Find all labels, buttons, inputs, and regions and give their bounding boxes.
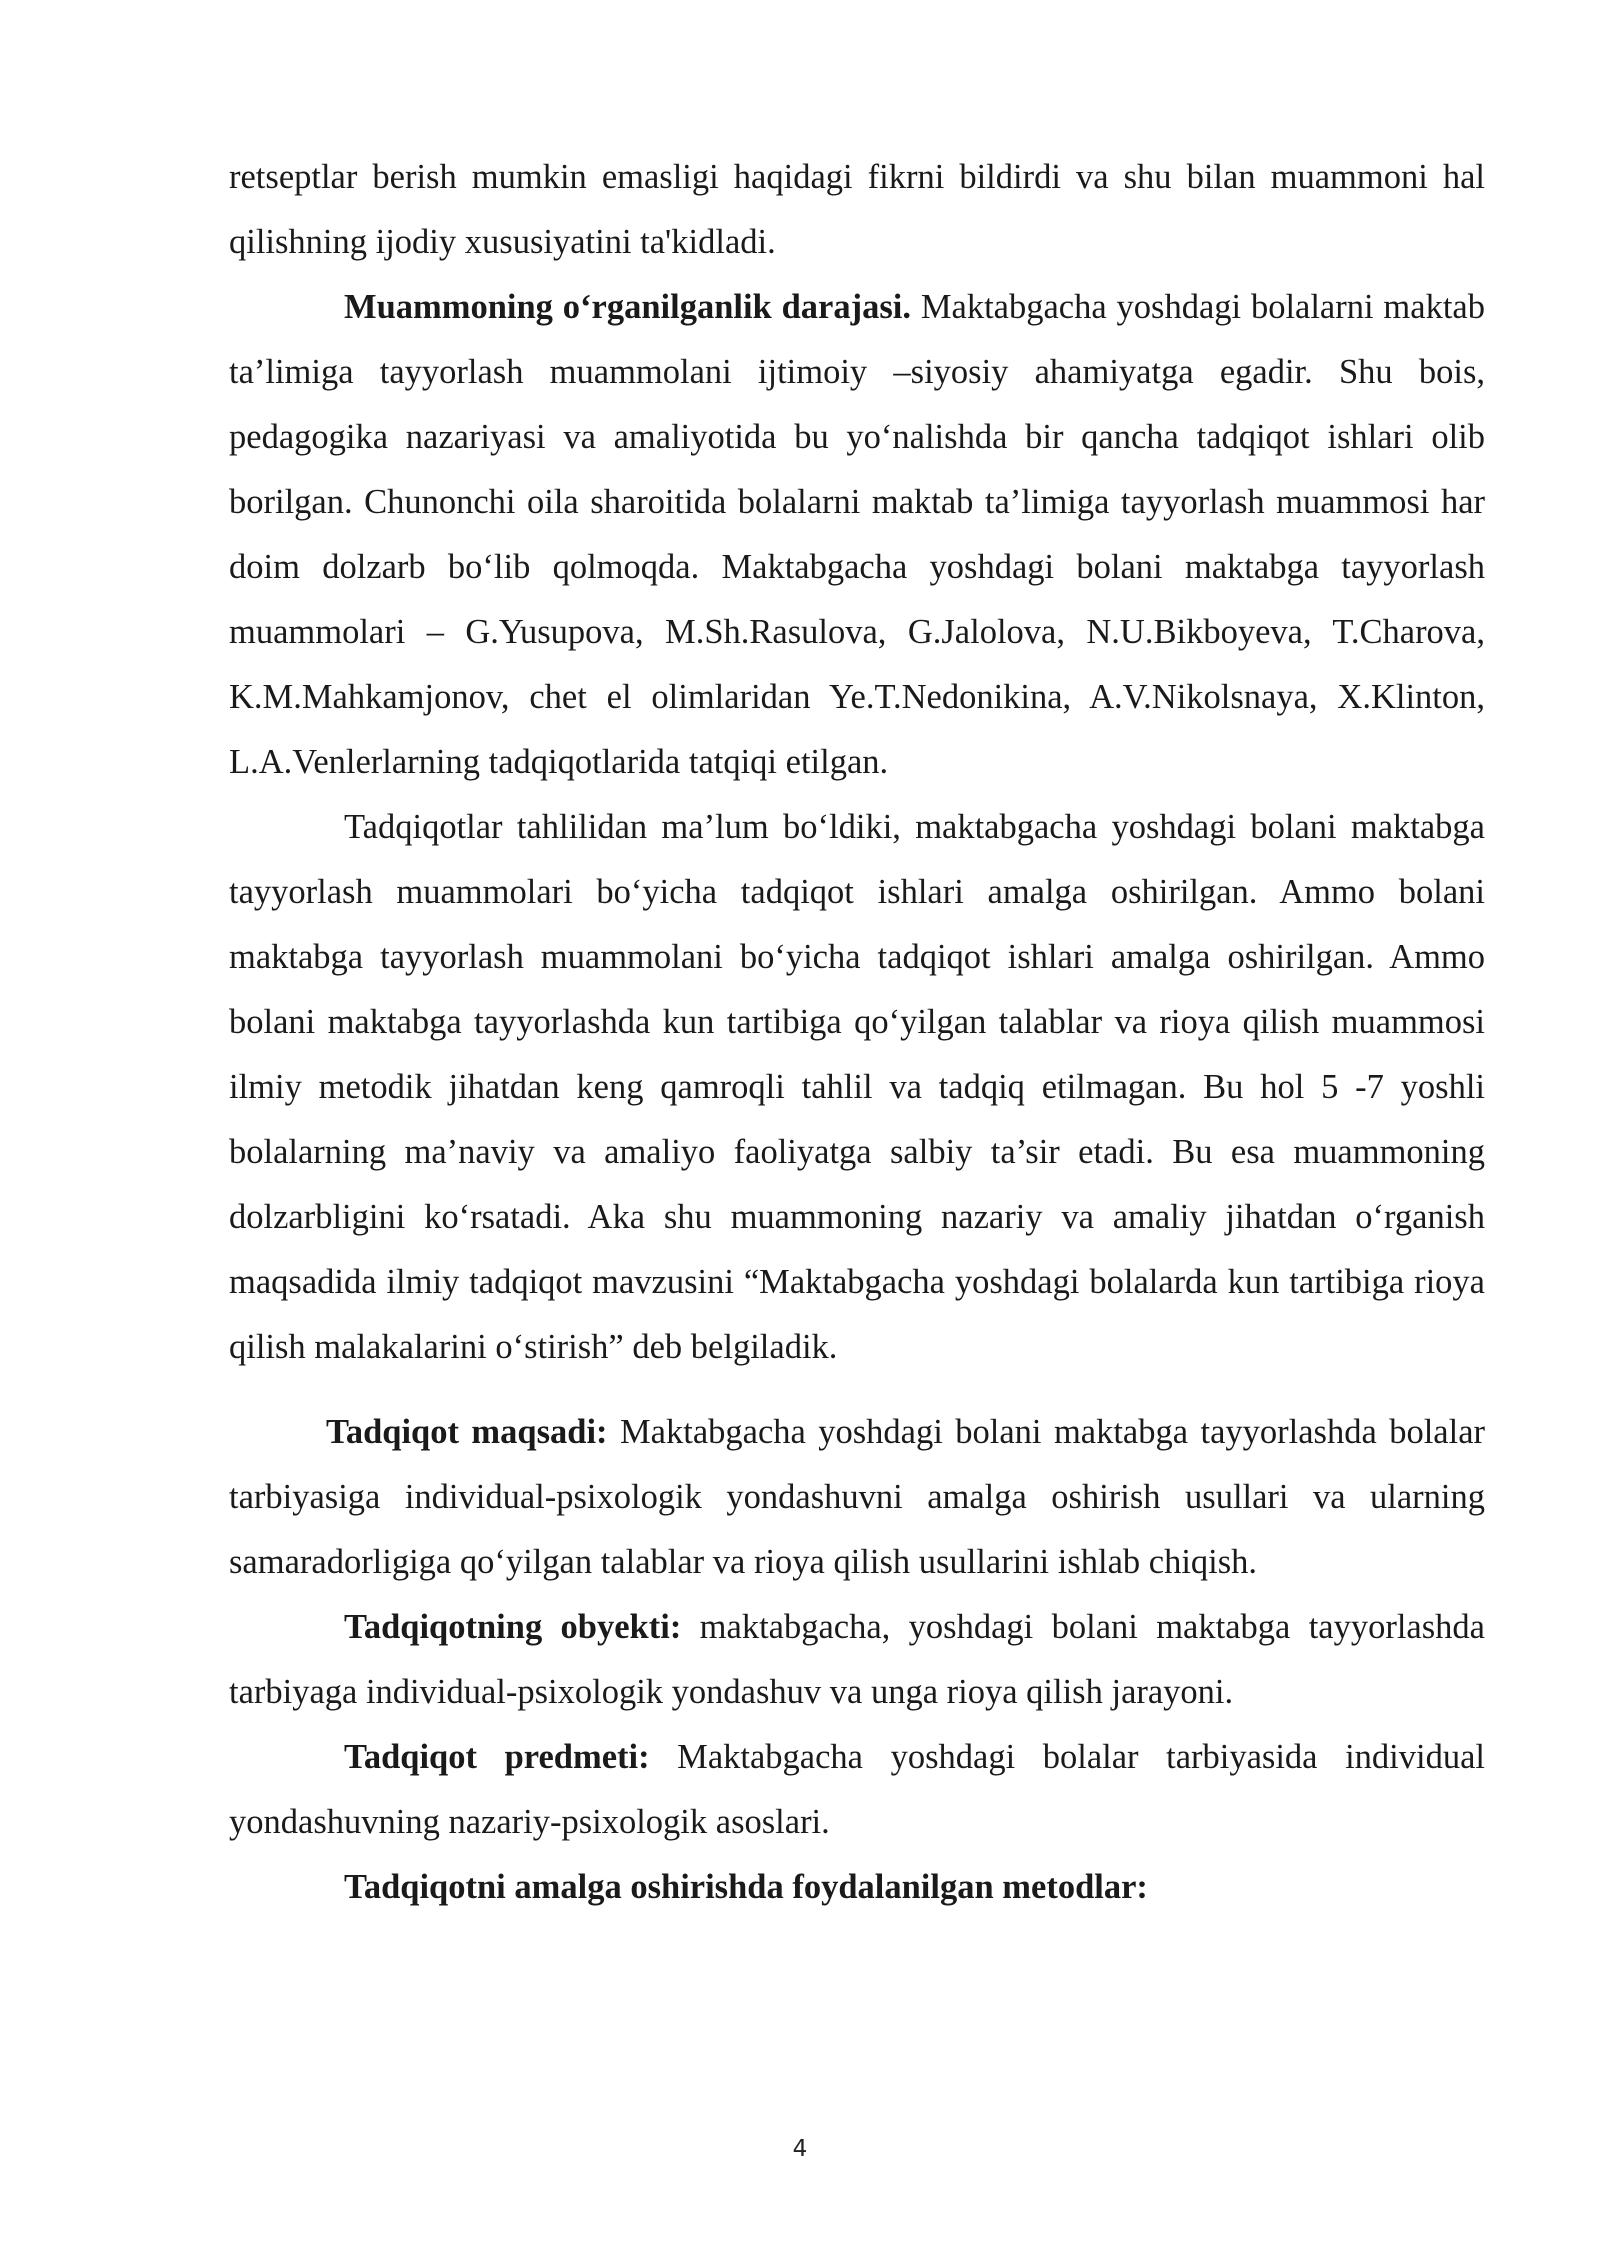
paragraph-text: Maktabgacha yoshdagi bolani maktabga tayyorlashda bolalar tarbiyasiga individual-psixologik yondashuvni amalga oshirish usullari va ularning samaradorligiga qo‘yilgan talablar va rioya qilish usullarini ishlab chiqish.: [229, 1413, 1485, 1581]
paragraph-continuation: [229, 145, 1485, 275]
section-heading-research-object: Tadqiqotning obyekti:: [344, 1608, 682, 1646]
paragraph-research-subject: [229, 1725, 1485, 1855]
paragraph-text: maktabgacha, yoshdagi bolani maktabga tayyorlashda tarbiyaga individual-psixologik yondashuv va unga rioya qilish jarayoni.: [229, 1608, 1485, 1711]
section-heading-research-level: Muammoning o‘rganilganlik darajasi.: [344, 288, 911, 326]
section-heading-methods: Tadqiqotni amalga oshirishda foydalanilgan metodlar:: [344, 1868, 1148, 1906]
section-heading-research-subject: Tadqiqot predmeti:: [344, 1738, 650, 1776]
paragraph-research-object: [229, 1595, 1485, 1725]
paragraph-text: Tadqiqotlar tahlilidan ma’lum bo‘ldiki, maktabgacha yoshdagi bolani maktabga tayyorlash muammolari bo‘yicha tadqiqot ishlari amalga oshirilgan. Ammo bolani maktabga tayyorlash muammolani bo‘yicha tadqiqot ishlari amalga oshirilgan. Ammo bolani maktabga tayyorlashda kun tartibiga qo‘yilgan talablar va rioya qilish muammosi ilmiy metodik jihatdan keng qamroqli tahlil va tadqiq etilmagan. Bu hol 5 -7 yoshli bolalarning ma’naviy va amaliyo faoliyatga salbiy ta’sir etadi. Bu esa muammoning dolzarbligini ko‘rsatadi. Aka shu muammoning nazariy va amaliy jihatdan o‘rganish maqsadida ilmiy tadqiqot mavzusini “Maktabgacha yoshdagi bolalarda kun tartibiga rioya qilish malakalarini o‘stirish” deb belgiladik.: [229, 808, 1485, 1366]
paragraph-text: retseptlar berish mumkin emasligi haqidagi fikrni bildirdi va shu bilan muammoni hal qilishning ijodiy xususiyatini ta'kidladi.: [229, 158, 1485, 261]
paragraph-analysis: [229, 795, 1485, 1380]
paragraph-text: Maktabgacha yoshdagi bolalarni maktab ta’limiga tayyorlash muammolani ijtimoiy –siyosiy ahamiyatga egadir. Shu bois, pedagogika nazariyasi va amaliyotida bu yo‘nalishda bir qancha tadqiqot ishlari olib borilgan. Chunonchi oila sharoitida bolalarni maktab ta’limiga tayyorlash muammosi har doim dolzarb bo‘lib qolmoqda. Maktabgacha yoshdagi bolani maktabga tayyorlash muammolari – G.Yusupova, M.Sh.Rasulova, G.Jalolova, N.U.Bikboyeva, T.Charova, K.M.Mahkamjonov, chet el olimlaridan Ye.T.Nedonikina, A.V.Nikolsnaya, X.Klinton, L.A.Venlerlarning tadqiqotlarida tatqiqi etilgan.: [229, 288, 1485, 781]
paragraph-research-level: [229, 275, 1485, 795]
paragraph-text: Maktabgacha yoshdagi bolalar tarbiyasida individual yondashuvning nazariy-psixologik asoslari.: [229, 1738, 1485, 1841]
paragraph-methods: [229, 1855, 1485, 1920]
section-heading-research-goal: Tadqiqot maqsadi:: [326, 1413, 608, 1451]
page-number: 4: [792, 2136, 808, 2162]
paragraph-research-goal: [229, 1400, 1485, 1595]
page-body: [229, 145, 1485, 1920]
